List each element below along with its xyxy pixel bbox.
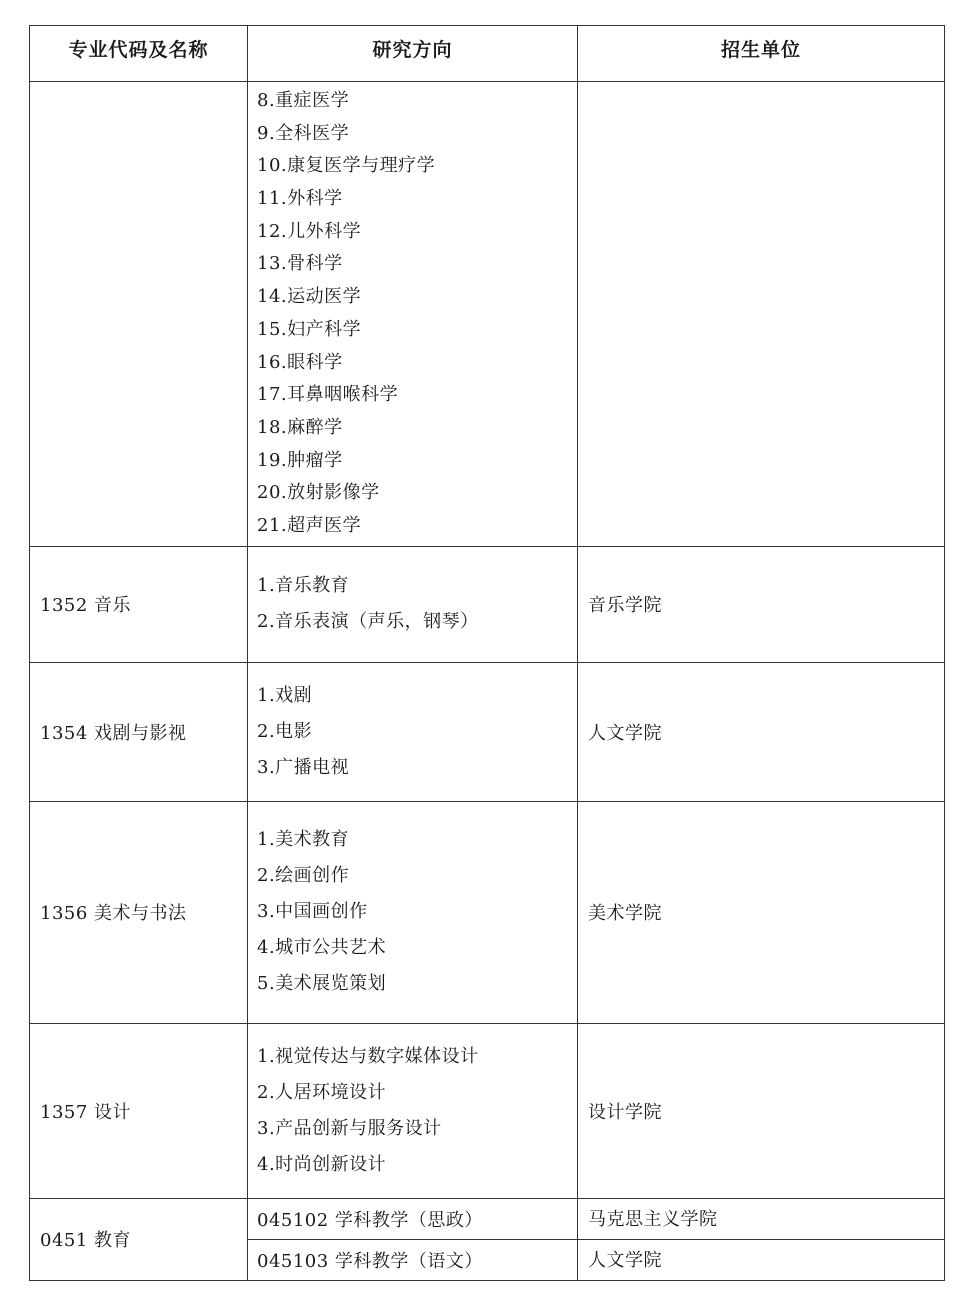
direction-item: 8.重症医学 bbox=[257, 90, 350, 111]
direction-item: 2.电影 bbox=[257, 720, 313, 742]
direction-item: 4.时尚创新设计 bbox=[257, 1153, 387, 1175]
admission-unit: 人文学院 bbox=[578, 1239, 945, 1280]
research-directions bbox=[248, 82, 578, 547]
direction-item: 13.骨科学 bbox=[257, 253, 343, 275]
direction-item: 19.肿瘤学 bbox=[257, 449, 343, 471]
direction-item: 1.音乐教育 bbox=[257, 575, 350, 597]
direction-item: 16.眼科学 bbox=[257, 351, 343, 373]
table-row-fine-arts-calligraphy bbox=[30, 801, 945, 1023]
direction-item: 1.戏剧 bbox=[257, 684, 313, 706]
direction-item: 2.音乐表演（声乐，钢琴） bbox=[257, 611, 479, 633]
research-directions bbox=[248, 662, 578, 801]
research-direction: 045102 学科教学（思政） bbox=[248, 1198, 578, 1239]
table-header-row bbox=[30, 26, 945, 82]
program-code-name: 1354 戏剧与影视 bbox=[30, 662, 248, 801]
direction-item: 12.儿外科学 bbox=[257, 220, 362, 242]
direction-item: 3.中国画创作 bbox=[257, 901, 368, 923]
direction-item: 21.超声医学 bbox=[257, 514, 362, 536]
admission-unit: 马克思主义学院 bbox=[578, 1198, 945, 1239]
program-code-name: 1356 美术与书法 bbox=[30, 801, 248, 1023]
direction-item: 17.耳鼻咽喉科学 bbox=[257, 384, 399, 406]
admission-unit: 音乐学院 bbox=[578, 546, 945, 662]
admission-unit: 设计学院 bbox=[578, 1023, 945, 1198]
direction-item: 20.放射影像学 bbox=[257, 482, 380, 504]
header-admission-unit: 招生单位 bbox=[578, 26, 945, 82]
program-table bbox=[29, 25, 945, 1281]
program-code-name: 1357 设计 bbox=[30, 1023, 248, 1198]
table-row-education bbox=[30, 1198, 945, 1239]
direction-item: 14.运动医学 bbox=[257, 286, 362, 308]
admission-unit: 美术学院 bbox=[578, 801, 945, 1023]
admission-unit: 人文学院 bbox=[578, 662, 945, 801]
direction-item: 3.产品创新与服务设计 bbox=[257, 1117, 442, 1139]
table-row-medicine-continued bbox=[30, 82, 945, 547]
direction-item: 3.广播电视 bbox=[257, 756, 350, 778]
direction-item: 10.康复医学与理疗学 bbox=[257, 155, 436, 177]
program-code-name: 0451 教育 bbox=[30, 1198, 248, 1280]
program-code-name bbox=[30, 82, 248, 547]
direction-item: 2.人居环境设计 bbox=[257, 1081, 387, 1103]
header-program-code-name: 专业代码及名称 bbox=[30, 26, 248, 82]
direction-item: 5.美术展览策划 bbox=[257, 973, 387, 995]
table-row-music bbox=[30, 546, 945, 662]
direction-item: 2.绘画创作 bbox=[257, 865, 350, 887]
direction-item: 1.视觉传达与数字媒体设计 bbox=[257, 1045, 479, 1067]
direction-item: 18.麻醉学 bbox=[257, 416, 343, 438]
direction-item: 9.全科医学 bbox=[257, 122, 350, 144]
research-directions bbox=[248, 1023, 578, 1198]
table-row-drama-film bbox=[30, 662, 945, 801]
direction-item: 11.外科学 bbox=[257, 188, 343, 210]
header-research-direction: 研究方向 bbox=[248, 26, 578, 82]
research-directions bbox=[248, 546, 578, 662]
program-code-name: 1352 音乐 bbox=[30, 546, 248, 662]
direction-item: 1.美术教育 bbox=[257, 829, 350, 851]
direction-item: 15.妇产科学 bbox=[257, 318, 362, 340]
research-direction: 045103 学科教学（语文） bbox=[248, 1239, 578, 1280]
direction-item: 4.城市公共艺术 bbox=[257, 937, 387, 959]
admission-unit bbox=[578, 82, 945, 547]
research-directions bbox=[248, 801, 578, 1023]
table-row-design bbox=[30, 1023, 945, 1198]
